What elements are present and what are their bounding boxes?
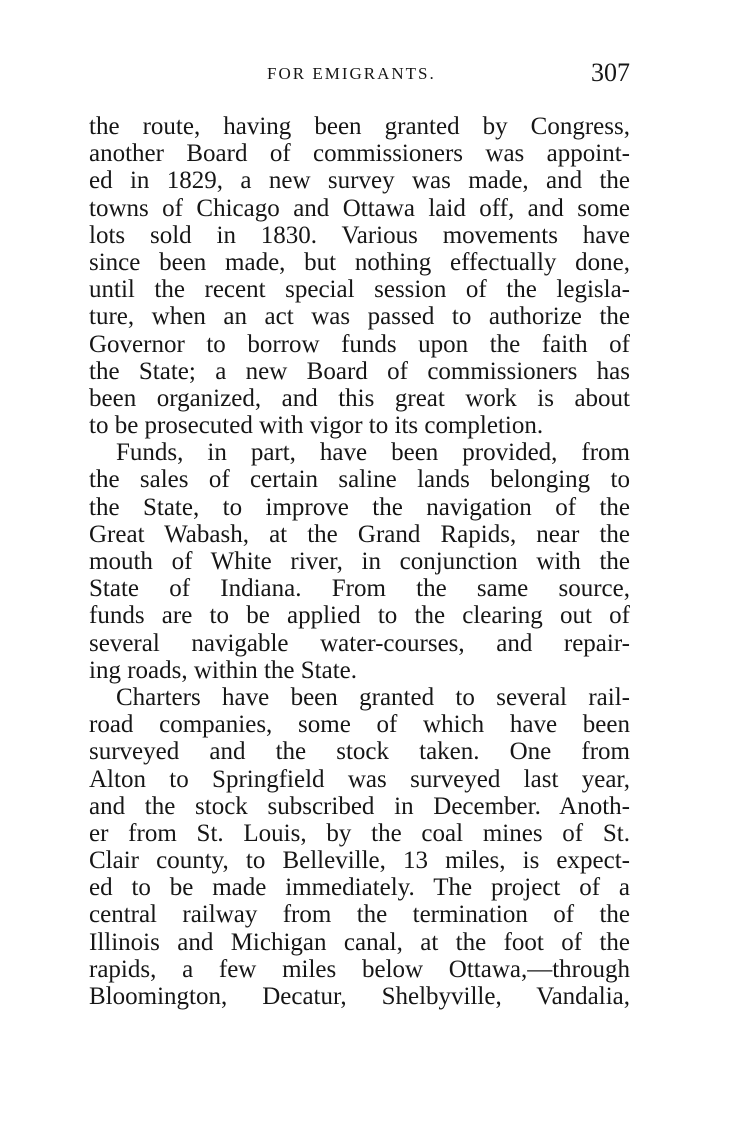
text-line: mouth of White river, in conjunction with the (89, 548, 630, 575)
text-line: ing roads, within the State. (89, 656, 358, 684)
text-line: er from St. Louis, by the coal mines of St. (89, 819, 630, 847)
page-header (89, 58, 630, 90)
paragraph-start-line: Charters have been granted to several rail- (116, 683, 630, 711)
page-number: 307 (591, 58, 630, 87)
text-line: to be prosecuted with vigor to its completion. (89, 412, 544, 440)
text-line: Bloomington, Decatur, Shelbyville, Vandalia, (89, 983, 630, 1010)
text-line: Clair county, to Belleville, 13 miles, is expect- (89, 847, 630, 875)
text-line: State of Indiana. From the same source, (89, 575, 630, 603)
text-line: funds are to be applied to the clearing out of (89, 602, 630, 630)
text-line: the State, to improve the navigation of the (89, 493, 630, 521)
text-line: Great Wabash, at the Grand Rapids, near the (89, 520, 630, 548)
text-line: towns of Chicago and Ottawa laid off, and some (89, 194, 630, 222)
text-line: since been made, but nothing effectually done, (89, 248, 630, 276)
text-line: ed in 1829, a new survey was made, and the (89, 167, 630, 195)
text-line: the sales of certain saline lands belonging to (89, 466, 630, 494)
text-line: Illinois and Michigan canal, at the foot of the (89, 928, 630, 956)
text-line: ed to be made immediately. The project of a (89, 874, 630, 902)
text-line: Alton to Springfield was surveyed last year, (89, 765, 630, 793)
text-line: lots sold in 1830. Various movements have (89, 221, 630, 249)
text-line: been organized, and this great work is about (89, 384, 630, 412)
text-line: another Board of commissioners was appoint- (89, 140, 630, 168)
text-line: ture, when an act was passed to authorize the (89, 303, 630, 331)
text-line: central railway from the termination of the (89, 901, 630, 929)
text-line: until the recent special session of the legisla- (89, 276, 630, 304)
text-line: the State; a new Board of commissioners has (89, 357, 630, 385)
text-line: road companies, some of which have been (89, 711, 630, 739)
text-line: Governor to borrow funds upon the faith of (89, 330, 630, 358)
running-title: FOR EMIGRANTS. (267, 64, 436, 83)
text-line: several navigable water-courses, and repair- (89, 629, 630, 657)
body-text (89, 113, 630, 1010)
text-line: surveyed and the stock taken. One from (89, 738, 630, 766)
paragraph-start-line: Funds, in part, have been provided, from (116, 439, 630, 467)
text-line: the route, having been granted by Congress, (89, 113, 630, 140)
text-line: rapids, a few miles below Ottawa,—through (89, 955, 630, 983)
text-line: and the stock subscribed in December. Anoth- (89, 792, 630, 820)
